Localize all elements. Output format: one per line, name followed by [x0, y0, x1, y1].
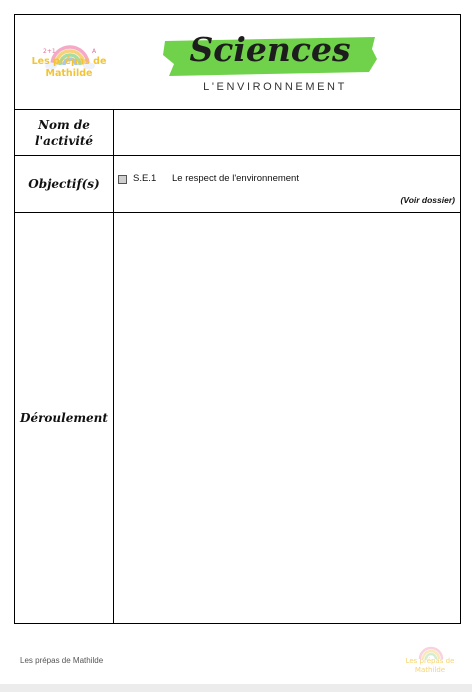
- page-subtitle: L'ENVIRONNEMENT: [203, 81, 347, 93]
- page-bottom-strip: [0, 684, 472, 692]
- logo-text: Les prépas de Mathilde: [31, 56, 107, 79]
- objectives-row: [15, 156, 460, 213]
- activity-name-label: Nom de l'activité: [15, 110, 114, 155]
- header-row: [15, 15, 460, 110]
- page-title: Sciences: [189, 30, 351, 69]
- objectives-field: [114, 156, 460, 212]
- objective-code: S.E.1: [133, 173, 157, 184]
- objective-checkbox[interactable]: [118, 175, 127, 184]
- footer-logo-text: Les prépas de Mathilde: [405, 657, 455, 674]
- procedure-row: [15, 213, 460, 623]
- procedure-label: Déroulement: [15, 213, 114, 623]
- activity-name-row: [15, 110, 460, 156]
- activity-name-field[interactable]: [114, 110, 460, 155]
- activity-sheet: [14, 14, 461, 624]
- svg-text:2+1: 2+1: [43, 48, 56, 55]
- objective-text: Le respect de l'environnement: [172, 173, 299, 184]
- objective-note: (Voir dossier): [400, 195, 455, 205]
- objectives-label: Objectif(s): [15, 156, 114, 212]
- svg-text:A: A: [92, 48, 97, 55]
- footer-text: Les prépas de Mathilde: [20, 656, 104, 665]
- procedure-field[interactable]: [114, 213, 460, 623]
